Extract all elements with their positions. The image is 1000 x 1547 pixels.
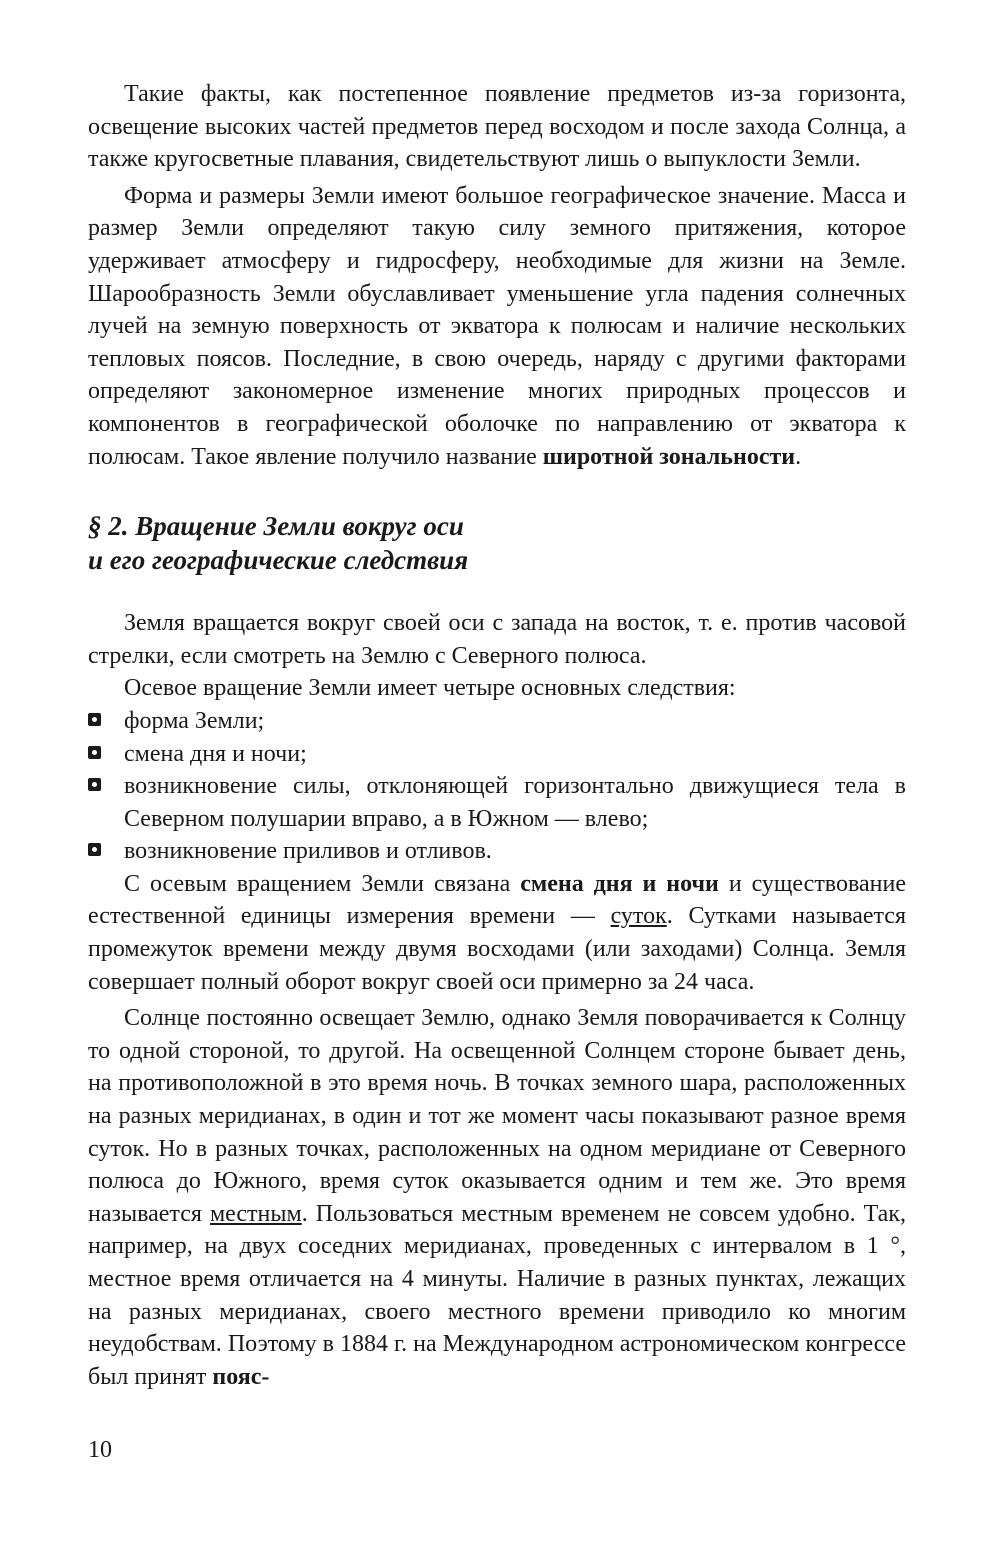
paragraph-6 xyxy=(88,1002,906,1393)
paragraph-4: Осевое вращение Земли имеет четыре основных следствия: xyxy=(124,675,736,702)
list-item xyxy=(88,738,906,771)
paragraph-3: Земля вращается вокруг своей оси с запада на восток, т. е. против часовой стрелки, если смотреть на Землю с Северного полюса. xyxy=(88,610,906,669)
paragraph-1: Такие факты, как постепенное появление предметов из-за горизонта, освещение высоких частей предметов перед восходом и после захода Солнца, а также кругосветные плавания, свидетельствуют лишь о выпуклости Земли. xyxy=(88,81,906,173)
page-body xyxy=(88,78,906,1393)
paragraph-2-text: Форма и размеры Земли имеют большое географическое значение. Масса и размер Земли определяют такую силу земного притяжения, которое удерживает атмосферу и гидросферу, необходимые для жизни на Земле. Шарообразность Земли обуславливает уменьшение угла падения солнечных лучей на земную поверхность от экватора к полюсам и наличие нескольких тепловых поясов. Последние, в свою очередь, наряду с другими факторами определяют закономерное изменение многих природных процессов и компонентов в географической оболочке по направлению от экватора к полюсам. Такое явление получило название xyxy=(88,182,906,470)
list-item xyxy=(88,835,906,868)
term-day-night: смена дня и ночи xyxy=(520,870,719,897)
list-item xyxy=(88,770,906,835)
list-item xyxy=(88,705,906,738)
section-heading xyxy=(88,509,906,577)
term-zone-time: пояс- xyxy=(212,1363,270,1390)
paragraph-5-a: С осевым вращением Земли связана xyxy=(124,870,521,897)
bullet-icon xyxy=(88,713,101,726)
paragraph-2-end: . xyxy=(795,443,802,470)
paragraph-5 xyxy=(88,868,906,998)
paragraph-5-c: . Сутками называется промежуток времени между двумя восходами (или заходами) Солнца. Земля совершает полный оборот вокруг своей оси примерно за 24 часа. xyxy=(88,903,907,995)
list-item-text: форма Земли; xyxy=(124,707,265,734)
section-heading-line-1: § 2. Вращение Земли вокруг оси xyxy=(88,511,464,542)
underlined-term-local: местным xyxy=(209,1200,302,1227)
paragraph-5-b: и существование естественной единицы измерения времени — xyxy=(88,870,906,930)
list-item-text: смена дня и ночи; xyxy=(124,740,307,767)
bullet-icon xyxy=(88,843,101,856)
paragraph-6-b: . Пользоваться местным временем не совсем удобно. Так, например, на двух соседних меридианах, проведенных с интервалом в 1 °, местное время отличается на 4 минуты. Наличие в разных пунктах, лежащих на разных меридианах, своего местного времени приводило ко многим неудобствам. Поэтому в 1884 г. на Международном астрономическом конгрессе был принят xyxy=(88,1200,906,1390)
term-latitudinal-zonality: широтной зональности xyxy=(542,443,796,470)
list-item-text: возникновение приливов и отливов. xyxy=(124,838,492,865)
consequences-list xyxy=(88,705,906,868)
bullet-icon xyxy=(88,778,101,791)
paragraph-6-a: Солнце постоянно освещает Землю, однако Земля поворачивается к Солнцу то одной стороной, то другой. На освещенной Солнцем стороне бывает день, на противоположной в это время ночь. В точках земного шара, расположенных на разных меридианах, в один и тот же момент часы показывают разное время суток. Но в разных точках, расположенных на одном меридиане от Северного полюса до Южного, время суток оказывается одним и тем же. Это время называется xyxy=(88,1005,906,1227)
list-item-text: возникновение силы, отклоняющей горизонтально движущиеся тела в Северном полушарии вправо, а в Южном — влево; xyxy=(124,773,906,832)
section-heading-line-2: и его географические следствия xyxy=(88,545,469,576)
page-number: 10 xyxy=(88,1437,112,1463)
underlined-term-day: суток xyxy=(610,903,667,930)
paragraph-2 xyxy=(88,180,906,473)
bullet-icon xyxy=(88,746,101,759)
